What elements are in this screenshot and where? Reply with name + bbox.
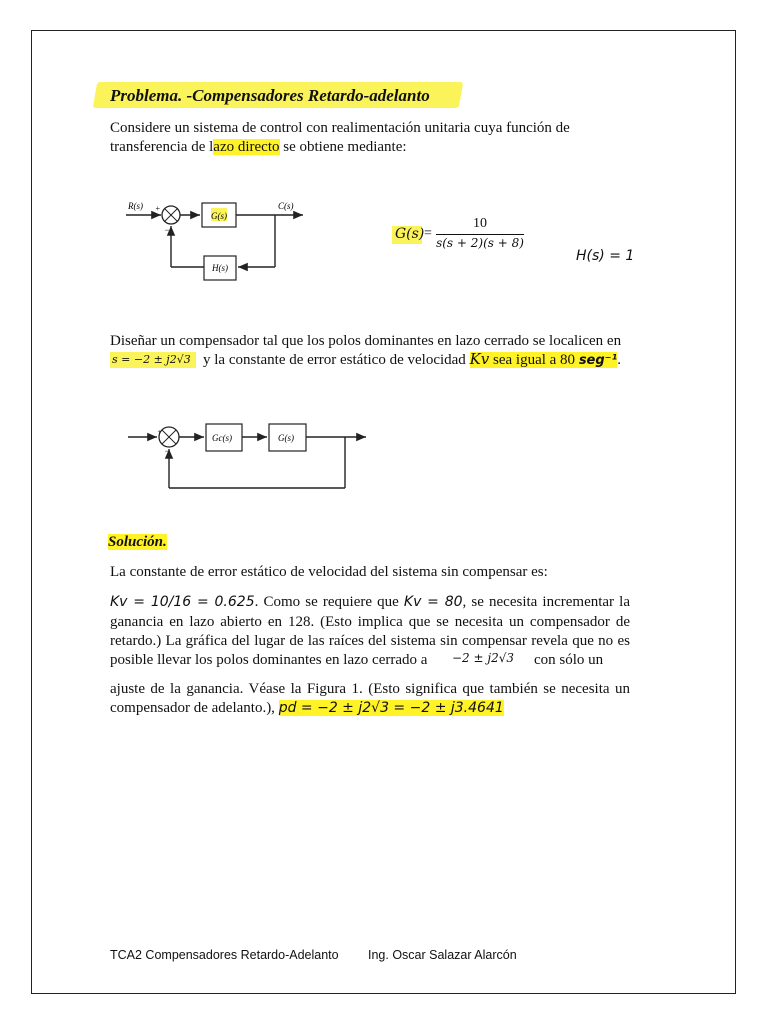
solution-p2-line-4-end: con sólo un bbox=[534, 652, 604, 668]
kv-highlight: Kv sea igual a 80 seg⁻¹ bbox=[469, 350, 618, 368]
kv-symbol: Kv bbox=[469, 350, 490, 368]
input-label: R(s) bbox=[128, 201, 143, 211]
solution-heading: Solución. bbox=[108, 534, 167, 550]
page-border bbox=[31, 30, 736, 994]
pd-expression: pd = −2 ± j2√3 = −2 ± j3.4641 bbox=[278, 700, 504, 716]
solution-p2-line-3: retardo.) La gráfica del lugar de las raíces del sistema sin compensar revela que no es bbox=[110, 633, 630, 649]
tf-equals: = bbox=[424, 226, 432, 241]
tf-numerator: 10 bbox=[473, 216, 487, 231]
compensated-block-diagram bbox=[124, 418, 374, 498]
kv-expression: Kv = 10/16 = 0.625 bbox=[110, 594, 255, 610]
feedback-block-diagram bbox=[118, 195, 318, 295]
pole-expression: s = −2 ± j2√3 bbox=[112, 353, 191, 366]
svg-text:−: − bbox=[164, 225, 171, 235]
tf-fraction-bar bbox=[436, 234, 524, 235]
design-line-1: Diseñar un compensador tal que los polos dominantes en lazo cerrado se localicen en bbox=[110, 333, 622, 349]
gc-block-label: Gc(s) bbox=[212, 433, 232, 443]
solution-p2-line-4: posible llevar los polos dominantes en lazo cerrado a bbox=[110, 652, 428, 668]
footer-left: TCA2 Compensadores Retardo-Adelanto bbox=[110, 948, 339, 962]
intro-line-1: Considere un sistema de control con realimentación unitaria cuya función de bbox=[110, 120, 570, 136]
tf-lhs: G(s) bbox=[395, 226, 425, 242]
kv80-expression: Kv = 80 bbox=[403, 594, 463, 610]
svg-text:+: + bbox=[157, 428, 162, 436]
footer-right: Ing. Oscar Salazar Alarcón bbox=[368, 948, 517, 962]
page-title: Problema. -Compensadores Retardo-adelanto bbox=[110, 86, 430, 105]
h-equation: H(s) = 1 bbox=[576, 248, 635, 264]
g-block-2-label: G(s) bbox=[278, 433, 294, 443]
units: seg⁻¹ bbox=[578, 353, 618, 368]
intro-line-2-pre: transferencia de l bbox=[110, 139, 214, 155]
intro-highlight: azo directo bbox=[213, 139, 280, 155]
intro-line-2 bbox=[110, 137, 407, 157]
design-line-2: y la constante de error estático de velocidad Kv sea igual a 80 seg⁻¹. bbox=[203, 350, 621, 368]
solution-p2-line-1: Kv = 10/16 = 0.625. Como se requiere que Kv = 80, se necesita incrementar la bbox=[110, 594, 630, 610]
solution-p3-line-1: ajuste de la ganancia. Véase la Figura 1. (Esto significa que también se necesita un bbox=[110, 681, 630, 697]
svg-text:+: + bbox=[155, 204, 161, 213]
solution-p3-line-2: compensador de adelanto.), pd = −2 ± j2√3 = −2 ± j3.4641 bbox=[110, 700, 504, 716]
h-block-label: H(s) bbox=[212, 263, 228, 273]
solution-p2-line-2: ganancia en lazo abierto en 128. (Esto implica que se necesita un compensador de bbox=[110, 614, 630, 630]
tf-denominator: s(s + 2)(s + 8) bbox=[436, 236, 524, 250]
pole-expression-2: −2 ± j2√3 bbox=[452, 651, 515, 665]
g-block-label: G(s) bbox=[211, 211, 227, 221]
solution-line-1: La constante de error estático de velocidad del sistema sin compensar es: bbox=[110, 564, 548, 580]
svg-text:−: − bbox=[164, 446, 171, 456]
intro-line-2-post: se obtiene mediante: bbox=[279, 139, 407, 155]
output-label: C(s) bbox=[278, 201, 294, 211]
